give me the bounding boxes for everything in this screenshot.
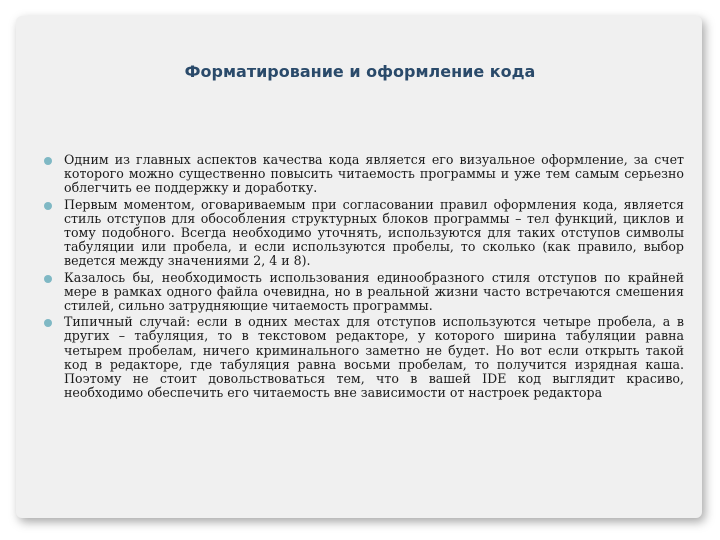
bullet-icon bbox=[44, 202, 52, 210]
bullet-item bbox=[44, 198, 684, 269]
bullet-text: Одним из главных аспектов качества кода является его визуальное оформление, за счет которого можно существенно повысить читаемость программы и уже тем самым серьезно облегчить ее поддержку и доработку. bbox=[64, 152, 684, 196]
bullet-item bbox=[44, 271, 684, 314]
bullet-item bbox=[44, 153, 684, 196]
bullet-list bbox=[44, 153, 684, 402]
slide-title: Форматирование и оформление кода bbox=[184, 62, 536, 81]
bullet-text: Казалось бы, необходимость использования единообразного стиля отступов по крайней мере в рамках одного файла очевидна, но в реальной жизни часто встречаются смешения стилей, сильно затрудняющие читаемость программы. bbox=[64, 269, 684, 314]
bullet-text: Первым моментом, оговариваемым при согласовании правил оформления кода, является стиль отступов для обособления структурных блоков программы – тел функций, циклов и тому подобного. Всегда необходимо уточнять, используются для таких отступов символы табуляции или пробела, и если используются пробелы, то сколько (как правило, выбор ведется между значениями 2, 4 и 8). bbox=[64, 196, 684, 269]
bullet-text: Типичный случай: если в одних местах для отступов используются четыре пробела, а в других – табуляция, то в текстовом редакторе, у которого ширина табуляции равна четырем пробелам, ничего криминального заметно не будет. Но вот если открыть такой код в редакторе, где табуляция равна восьми пробелам, то получится изрядная каша. Поэтому не стоит довольствоваться тем, что в вашей IDE код выглядит красиво, необходимо обеспечить его читаемость вне зависимости от настроек редактора bbox=[64, 314, 684, 401]
bullet-item bbox=[44, 315, 684, 400]
bullet-icon bbox=[44, 157, 52, 165]
bullet-icon bbox=[44, 275, 52, 283]
bullet-icon bbox=[44, 319, 52, 327]
